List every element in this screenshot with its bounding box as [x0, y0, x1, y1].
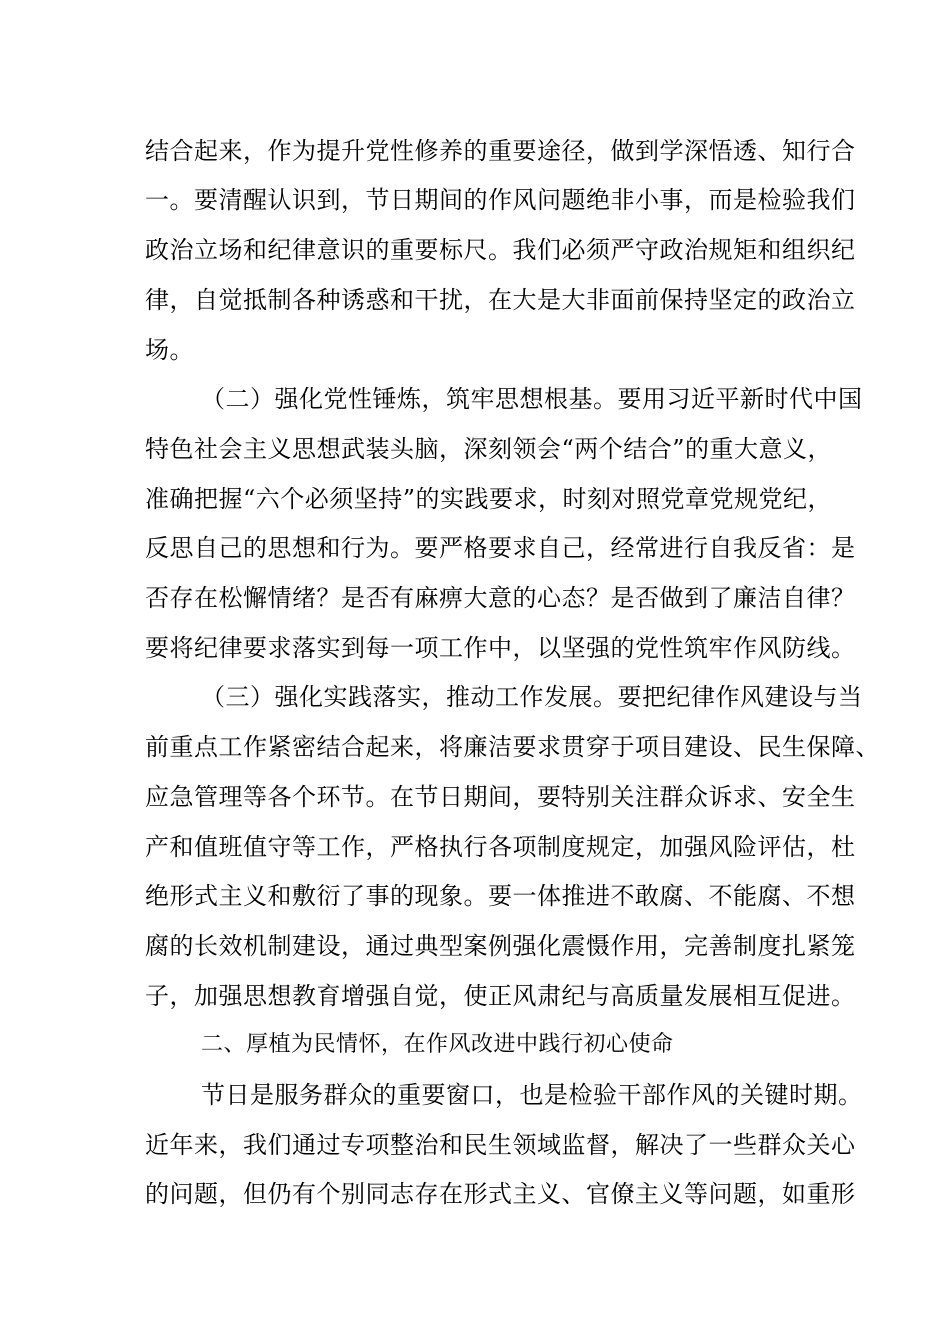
paragraph-line: 的问题，但仍有个别同志存在形式主义、官僚主义等问题，如重形 [145, 1180, 856, 1208]
section-3-first-line: （三）强化实践落实，推动工作发展。要把纪律作风建设与当 [201, 683, 863, 711]
paragraph-line: 腐的长效机制建设，通过典型案例强化震慑作用，完善制度扎紧笼 [145, 932, 856, 960]
paragraph-line: 子，加强思想教育增强自觉，使正风肃纪与高质量发展相互促进。 [145, 982, 856, 1010]
paragraph-first-line: 节日是服务群众的重要窗口，也是检验干部作风的关键时期。 [201, 1081, 863, 1109]
section-2-first-line: （二）强化党性锤炼，筑牢思想根基。要用习近平新时代中国 [201, 385, 863, 413]
paragraph-line: 否存在松懈情绪？是否有麻痹大意的心态？是否做到了廉洁自律？ [145, 584, 856, 612]
paragraph-line: 应急管理等各个环节。在节日期间，要特别关注群众诉求、安全生 [145, 783, 856, 811]
paragraph-line: 要将纪律要求落实到每一项工作中，以坚强的党性筑牢作风防线。 [145, 634, 856, 662]
paragraph-line: 近年来，我们通过专项整治和民生领域监督，解决了一些群众关心 [145, 1131, 856, 1159]
paragraph-line: 一。要清醒认识到，节日期间的作风问题绝非小事，而是检验我们 [145, 186, 856, 214]
paragraph-line: 场。 [145, 336, 194, 364]
paragraph-line: 结合起来，作为提升党性修养的重要途径，做到学深悟透、知行合 [145, 137, 856, 165]
paragraph-line: 准确把握“六个必须坚持”的实践要求，时刻对照党章党规党纪， [145, 485, 833, 513]
section-heading: 二、厚植为民情怀，在作风改进中践行初心使命 [201, 1032, 674, 1057]
paragraph-line: 产和值班值守等工作，严格执行各项制度规定，加强风险评估，杜 [145, 833, 856, 861]
paragraph-line: 政治立场和纪律意识的重要标尺。我们必须严守政治规矩和组织纪 [145, 236, 856, 264]
paragraph-line: 前重点工作紧密结合起来，将廉洁要求贯穿于项目建设、民生保障、 [145, 733, 880, 761]
paragraph-line: 律，自觉抵制各种诱惑和干扰，在大是大非面前保持坚定的政治立 [145, 286, 856, 314]
paragraph-line: 反思自己的思想和行为。要严格要求自己，经常进行自我反省：是 [145, 534, 856, 562]
paragraph-line: 绝形式主义和敷衍了事的现象。要一体推进不敢腐、不能腐、不想 [145, 882, 856, 910]
paragraph-line: 特色社会主义思想武装头脑，深刻领会“两个结合”的重大意义， [145, 435, 833, 463]
